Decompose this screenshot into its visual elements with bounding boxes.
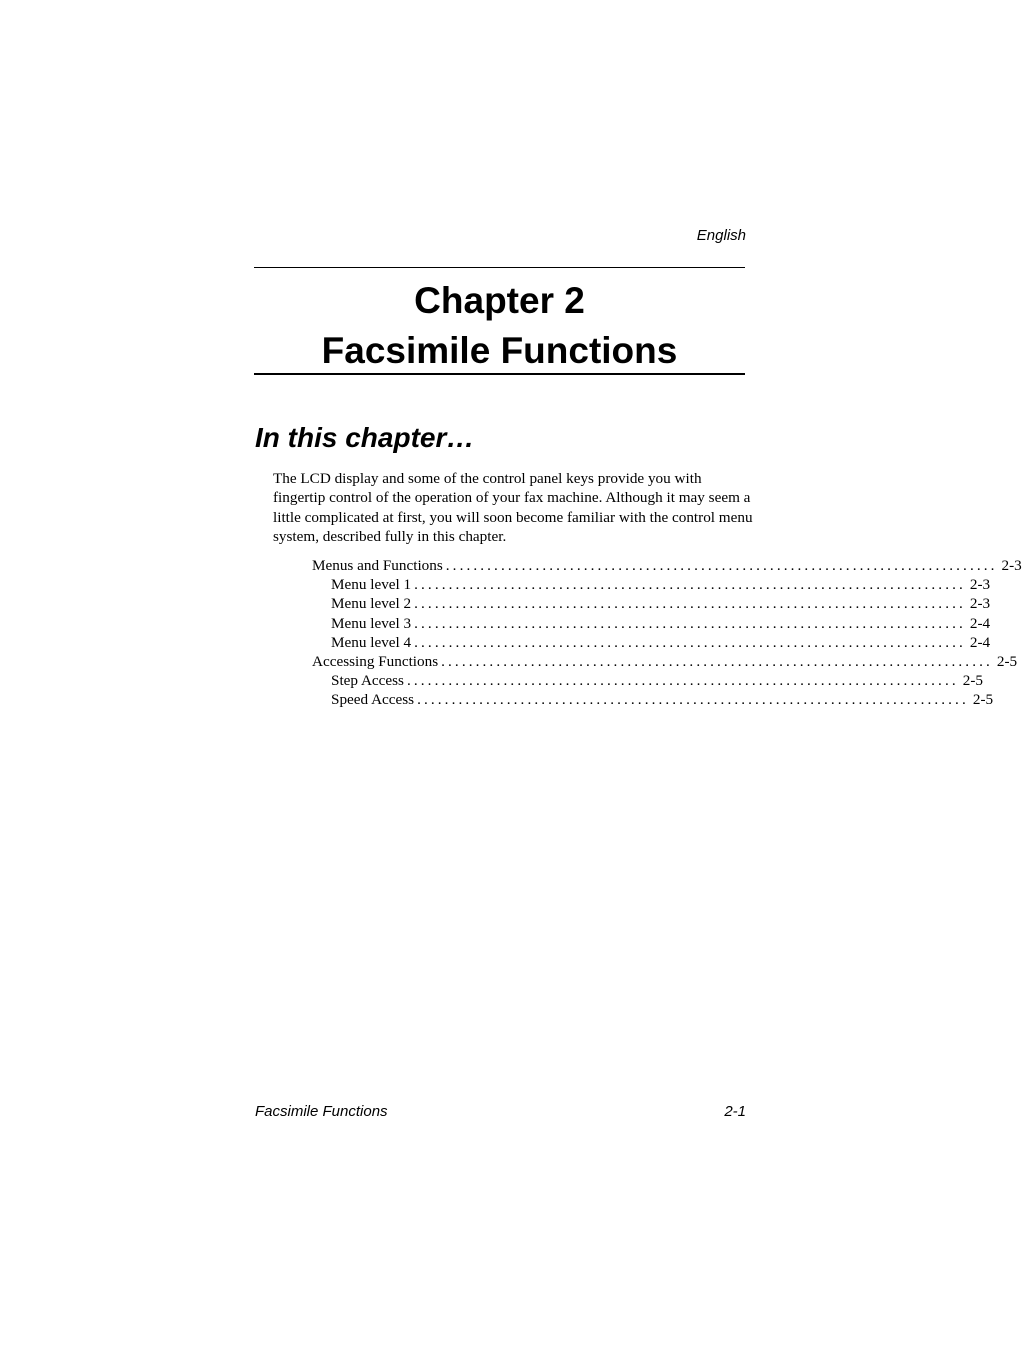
toc-entry-label: Accessing Functions: [312, 653, 439, 671]
toc-entry-page: 2-5: [962, 672, 983, 690]
toc-entry-label: Menu level 3: [331, 614, 412, 632]
toc-entry-speed-access[interactable]: [312, 690, 994, 709]
footer-page-number: 2-1: [724, 1103, 746, 1120]
toc-entry-menus-and-functions[interactable]: [312, 556, 1022, 575]
toc-leader-dots: ................................................................................: [417, 691, 969, 709]
toc-entry-accessing-functions[interactable]: [312, 652, 1018, 671]
toc-entry-page: 2-3: [1001, 557, 1022, 574]
toc-entry-label: Speed Access: [331, 691, 415, 709]
toc-leader-dots: ................................................................................: [414, 633, 966, 651]
header-language-label: English: [696, 227, 746, 244]
toc-leader-dots: ................................................................................: [414, 614, 966, 632]
toc-entry-label: Menu level 2: [331, 595, 412, 613]
toc-leader-dots: ................................................................................: [414, 576, 966, 594]
toc-entry-page: 2-4: [969, 633, 991, 651]
toc-leader-dots: ................................................................................: [406, 672, 959, 690]
toc-entry-page: 2-4: [969, 614, 991, 632]
toc-leader-dots: ................................................................................: [441, 653, 993, 671]
toc-leader-dots: ................................................................................: [414, 595, 966, 613]
chapter-title: [254, 276, 745, 376]
footer-section-name: Facsimile Functions: [255, 1103, 388, 1120]
toc-entry-menu-level-1[interactable]: [312, 575, 991, 594]
title-bottom-rule: [254, 373, 745, 375]
toc-entry-page: 2-3: [969, 595, 991, 613]
table-of-contents: [312, 556, 1022, 710]
toc-entry-page: 2-5: [972, 691, 994, 709]
toc-entry-step-access[interactable]: [312, 671, 983, 690]
toc-entry-menu-level-2[interactable]: [312, 594, 991, 613]
toc-entry-label: Menu level 4: [331, 633, 412, 651]
chapter-number: Chapter 2: [414, 280, 585, 321]
intro-paragraph: The LCD display and some of the control panel keys provide you with fingertip control of the operation of your fax machine. Although it may seem a little complicated at first, you will soon become familiar with the control menu system, described fully in this chapter.: [273, 470, 753, 545]
toc-entry-menu-level-3[interactable]: [312, 614, 991, 633]
title-top-rule: [254, 267, 745, 268]
toc-entry-menu-level-4[interactable]: [312, 633, 991, 652]
toc-entry-page: 2-3: [969, 576, 991, 594]
toc-entry-label: Step Access: [331, 672, 404, 690]
toc-entry-label: Menu level 1: [331, 576, 412, 594]
toc-entry-page: 2-5: [996, 653, 1018, 671]
toc-entry-label: Menus and Functions: [312, 557, 443, 574]
section-heading: In this chapter…: [255, 422, 475, 453]
toc-leader-dots: ................................................................................: [445, 557, 998, 574]
chapter-name: Facsimile Functions: [321, 330, 678, 371]
